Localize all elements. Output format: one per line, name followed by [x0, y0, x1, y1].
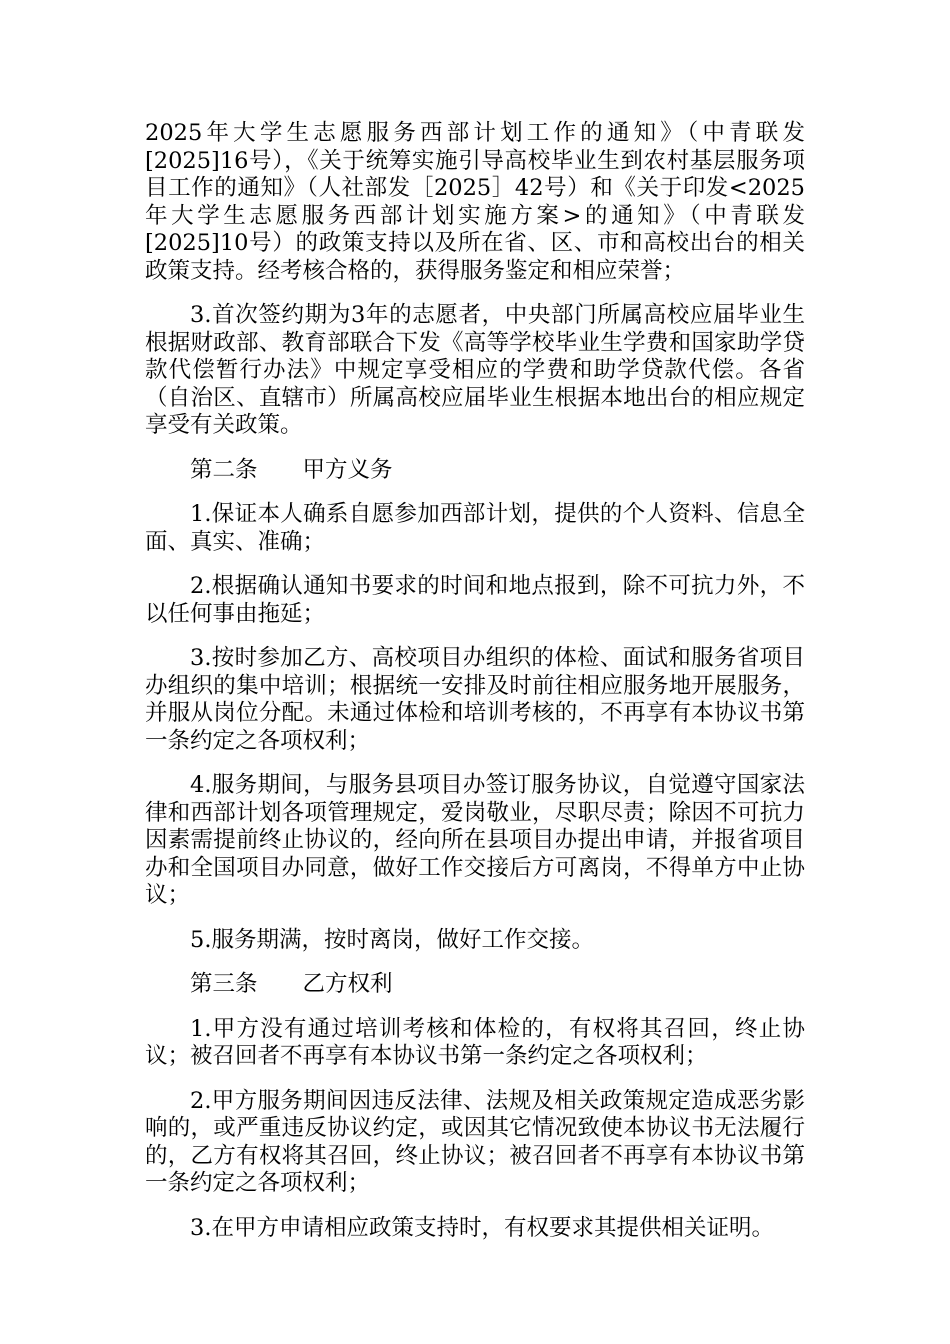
paragraph-obligation-1: 1.保证本人确系自愿参加西部计划，提供的个人资料、信息全面、真实、准确；: [145, 501, 805, 555]
paragraph-obligation-5: 5.服务期满，按时离岗，做好工作交接。: [190, 926, 594, 953]
paragraph-right-3: 3.在甲方申请相应政策支持时，有权要求其提供相关证明。: [190, 1214, 774, 1241]
paragraph-obligation-3: 3.按时参加乙方、高校项目办组织的体检、面试和服务省项目办组织的集中培训；根据统一安排及时前往相应服务地开展服务，并服从岗位分配。未通过体检和培训考核的，不再享有本协议书第一条约定之各项权利；: [145, 645, 805, 754]
document-body: [145, 120, 805, 1259]
paragraph-obligation-2: 2.根据确认通知书要求的时间和地点报到，除不可抗力外，不以任何事由拖延；: [145, 573, 805, 627]
paragraph-obligation-4: 4.服务期间，与服务县项目办签订服务协议，自觉遵守国家法律和西部计划各项管理规定，爱岗敬业，尽职尽责；除因不可抗力因素需提前终止协议的，经向所在县项目办提出申请，并报省项目办和全国项目办同意，做好工作交接后方可离岗，不得单方中止协议；: [145, 772, 805, 908]
section-heading-party-b-rights: 第三条 乙方权利: [190, 971, 393, 997]
paragraph-policy-support: 2025年大学生志愿服务西部计划工作的通知》（中青联发[2025]16号），《关于统筹实施引导高校毕业生到农村基层服务项目工作的通知》（人社部发［2025］42号）和《关于印发<2025年大学生志愿服务西部计划实施方案>的通知》（中青联发[2025]10号）的政策支持以及所在省、区、市和高校出台的相关政策支持。经考核合格的，获得服务鉴定和相应荣誉；: [145, 120, 805, 284]
paragraph-tuition-compensation: 3.首次签约期为3年的志愿者，中央部门所属高校应届毕业生根据财政部、教育部联合下发《高等学校毕业生学费和国家助学贷款代偿暂行办法》中规定享受相应的学费和助学贷款代偿。各省（自治区、直辖市）所属高校应届毕业生根据本地出台的相应规定享受有关政策。: [145, 302, 805, 438]
section-heading-party-a-obligations: 第二条 甲方义务: [190, 456, 393, 483]
paragraph-right-2: 2.甲方服务期间因违反法律、法规及相关政策规定造成恶劣影响的，或严重违反协议约定，或因其它情况致使本协议书无法履行的，乙方有权将其召回，终止协议；被召回者不再享有本协议书第一条约定之各项权利；: [145, 1087, 805, 1196]
paragraph-right-1: 1.甲方没有通过培训考核和体检的，有权将其召回，终止协议；被召回者不再享有本协议书第一条约定之各项权利；: [145, 1015, 805, 1069]
